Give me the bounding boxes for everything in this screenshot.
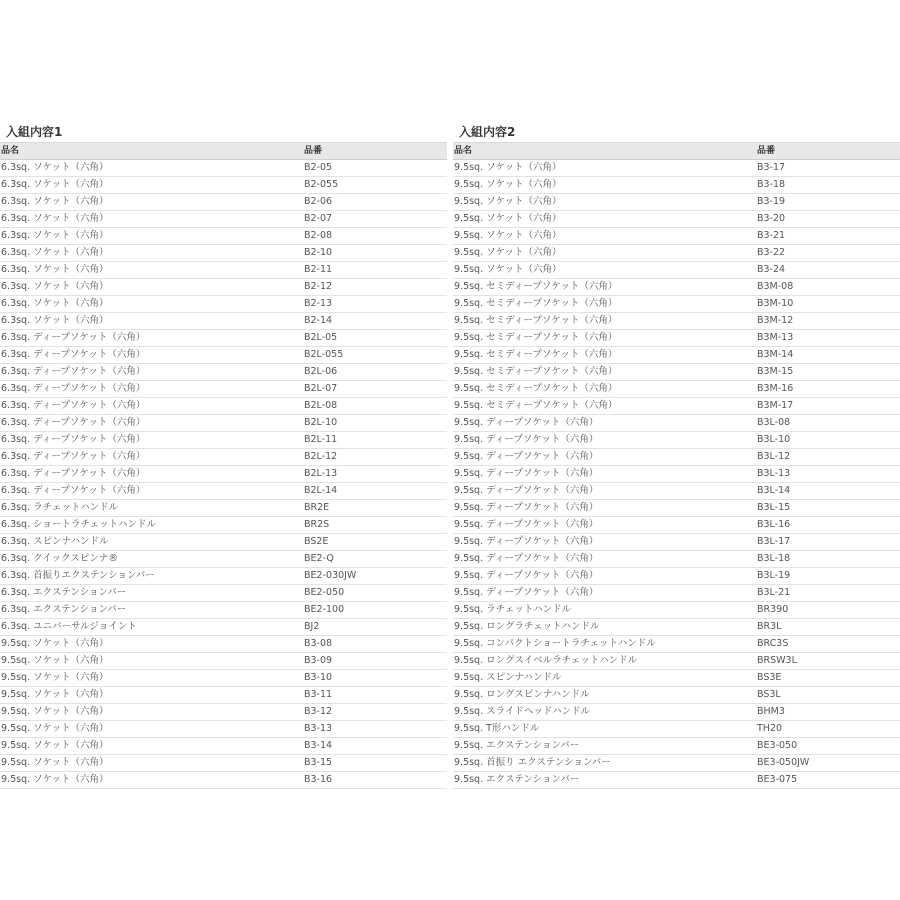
product-code-cell: B3-09 — [304, 655, 333, 666]
product-name-cell: 6.3sq. ソケット（六角） — [1, 281, 109, 292]
product-code-cell: B3-13 — [304, 723, 333, 734]
table-row — [0, 330, 447, 347]
table-row — [0, 517, 447, 534]
product-name-cell: 9.5sq. ソケット（六角） — [1, 638, 109, 649]
section-title: 入組内容1 — [6, 125, 63, 139]
product-name-cell: 9.5sq. スピンナハンドル — [454, 672, 562, 683]
product-name-cell: 6.3sq. ディープソケット（六角） — [1, 332, 146, 343]
table-row — [453, 347, 900, 364]
product-name-cell: 9.5sq. ディープソケット（六角） — [454, 417, 599, 428]
table-row — [0, 704, 447, 721]
table-header — [0, 143, 447, 160]
product-name-cell: 9.5sq. ディープソケット（六角） — [454, 553, 599, 564]
product-code-cell: B3M-13 — [757, 332, 794, 343]
table-row — [453, 772, 900, 789]
product-code-cell: B2L-13 — [304, 468, 338, 479]
product-code-cell: B3L-19 — [757, 570, 791, 581]
product-code-cell: BRC3S — [757, 638, 789, 649]
product-name-cell: 6.3sq. ソケット（六角） — [1, 230, 109, 241]
table-row — [453, 602, 900, 619]
product-name-cell: 6.3sq. ディープソケット（六角） — [1, 349, 146, 360]
product-code-cell: B3L-14 — [757, 485, 791, 496]
table-row — [0, 347, 447, 364]
product-code-cell: B3M-14 — [757, 349, 794, 360]
product-name-cell: 6.3sq. 首振りエクステンションバー — [1, 570, 155, 581]
table-row — [453, 211, 900, 228]
product-code-cell: B3-20 — [757, 213, 786, 224]
product-name-cell: 6.3sq. スピンナハンドル — [1, 536, 109, 547]
table-row — [453, 432, 900, 449]
product-code-cell: B3-11 — [304, 689, 333, 700]
product-code-cell: B2-07 — [304, 213, 333, 224]
table-row — [453, 449, 900, 466]
table-row — [0, 483, 447, 500]
product-code-cell: BR3L — [757, 621, 782, 632]
product-code-cell: B3-08 — [304, 638, 333, 649]
product-code-cell: TH20 — [757, 723, 783, 734]
product-code-cell: B3-10 — [304, 672, 333, 683]
table-row — [0, 772, 447, 789]
table-row — [453, 381, 900, 398]
product-name-cell: 6.3sq. ディープソケット（六角） — [1, 468, 146, 479]
table-row — [0, 381, 447, 398]
product-name-cell: 9.5sq. ロングラチェットハンドル — [454, 621, 600, 632]
product-code-cell: B3L-08 — [757, 417, 791, 428]
table-row — [453, 262, 900, 279]
product-code-cell: B3L-13 — [757, 468, 791, 479]
table-row — [0, 738, 447, 755]
table-row — [453, 415, 900, 432]
table-row — [0, 177, 447, 194]
product-name-cell: 9.5sq. ディープソケット（六角） — [454, 502, 599, 513]
product-code-cell: BE2-Q — [304, 553, 334, 564]
table-row — [453, 279, 900, 296]
product-code-cell: B2-055 — [304, 179, 339, 190]
table-row — [453, 245, 900, 262]
table-row — [0, 568, 447, 585]
product-name-cell: 6.3sq. エクステンションバー — [1, 604, 127, 615]
product-code-cell: B3-16 — [304, 774, 333, 785]
product-name-cell: 9.5sq. ソケット（六角） — [454, 179, 562, 190]
product-name-cell: 9.5sq. エクステンションバー — [454, 774, 580, 785]
product-name-cell: 9.5sq. ソケット（六角） — [1, 655, 109, 666]
table-row — [453, 160, 900, 177]
parts-table — [453, 142, 900, 789]
product-name-cell: 9.5sq. ソケット（六角） — [1, 723, 109, 734]
product-code-cell: B2L-05 — [304, 332, 338, 343]
table-row — [453, 398, 900, 415]
product-name-cell: 6.3sq. ソケット（六角） — [1, 315, 109, 326]
table-header — [453, 143, 900, 160]
table-row — [453, 755, 900, 772]
table-row — [453, 670, 900, 687]
table-body — [0, 160, 447, 789]
table-row — [453, 483, 900, 500]
product-name-cell: 9.5sq. T形ハンドル — [454, 723, 540, 734]
product-name-cell: 9.5sq. ソケット（六角） — [1, 672, 109, 683]
table-row — [0, 228, 447, 245]
table-row — [453, 194, 900, 211]
product-code-cell: B3M-10 — [757, 298, 794, 309]
contents-section-2 — [453, 122, 900, 789]
table-row — [0, 755, 447, 772]
product-name-cell: 6.3sq. ディープソケット（六角） — [1, 366, 146, 377]
product-name-cell: 9.5sq. ソケット（六角） — [454, 213, 562, 224]
product-name-cell: 9.5sq. ソケット（六角） — [454, 247, 562, 258]
parts-table — [0, 142, 447, 789]
product-code-cell: B3L-10 — [757, 434, 791, 445]
product-name-cell: 9.5sq. ソケット（六角） — [1, 706, 109, 717]
product-name-cell: 9.5sq. ディープソケット（六角） — [454, 485, 599, 496]
product-name-cell: 9.5sq. コンパクトショートラチェットハンドル — [454, 638, 656, 649]
table-row — [453, 364, 900, 381]
product-code-cell: B2-05 — [304, 162, 333, 173]
product-name-cell: 9.5sq. エクステンションバー — [454, 740, 580, 751]
header-product-code: 品番 — [757, 146, 776, 156]
product-name-cell: 6.3sq. ディープソケット（六角） — [1, 451, 146, 462]
product-name-cell: 6.3sq. ソケット（六角） — [1, 247, 109, 258]
product-name-cell: 6.3sq. ショートラチェットハンドル — [1, 519, 156, 530]
product-name-cell: 9.5sq. ラチェットハンドル — [454, 604, 572, 615]
product-name-cell: 9.5sq. セミディープソケット（六角） — [454, 349, 618, 360]
table-row — [453, 296, 900, 313]
product-code-cell: B3-14 — [304, 740, 333, 751]
product-name-cell: 6.3sq. クイックスピンナ® — [1, 553, 118, 564]
product-name-cell: 9.5sq. ソケット（六角） — [1, 774, 109, 785]
product-code-cell: B3-12 — [304, 706, 333, 717]
product-code-cell: BE2-100 — [304, 604, 345, 615]
table-row — [0, 534, 447, 551]
table-row — [453, 534, 900, 551]
product-code-cell: BE3-050 — [757, 740, 798, 751]
product-name-cell: 9.5sq. ソケット（六角） — [454, 230, 562, 241]
product-code-cell: B2L-055 — [304, 349, 344, 360]
product-code-cell: B2-10 — [304, 247, 333, 258]
product-name-cell: 9.5sq. ディープソケット（六角） — [454, 451, 599, 462]
table-row — [0, 466, 447, 483]
product-code-cell: B2L-11 — [304, 434, 338, 445]
product-code-cell: B2L-08 — [304, 400, 338, 411]
table-row — [453, 704, 900, 721]
table-row — [0, 602, 447, 619]
product-code-cell: B2-08 — [304, 230, 333, 241]
product-code-cell: B2-06 — [304, 196, 333, 207]
product-name-cell: 6.3sq. ディープソケット（六角） — [1, 383, 146, 394]
product-name-cell: 9.5sq. スライドヘッドハンドル — [454, 706, 591, 717]
product-name-cell: 6.3sq. ディープソケット（六角） — [1, 417, 146, 428]
product-code-cell: B3L-15 — [757, 502, 791, 513]
table-row — [0, 364, 447, 381]
product-name-cell: 6.3sq. ディープソケット（六角） — [1, 434, 146, 445]
product-code-cell: B3-24 — [757, 264, 786, 275]
table-row — [453, 313, 900, 330]
product-name-cell: 9.5sq. ロングスイベルラチェットハンドル — [454, 655, 638, 666]
product-code-cell: B3-19 — [757, 196, 786, 207]
product-code-cell: B3M-17 — [757, 400, 794, 411]
product-code-cell: B2-13 — [304, 298, 333, 309]
table-row — [0, 687, 447, 704]
table-row — [453, 517, 900, 534]
product-code-cell: B3M-12 — [757, 315, 794, 326]
product-code-cell: B3L-16 — [757, 519, 791, 530]
table-row — [453, 738, 900, 755]
section-title: 入組内容2 — [459, 125, 516, 139]
product-code-cell: B2-11 — [304, 264, 333, 275]
table-row — [453, 619, 900, 636]
product-code-cell: BS3L — [757, 689, 781, 700]
table-row — [453, 551, 900, 568]
product-name-cell: 9.5sq. ディープソケット（六角） — [454, 536, 599, 547]
table-row — [0, 194, 447, 211]
product-code-cell: BE2-030JW — [304, 570, 357, 581]
table-body — [453, 160, 900, 789]
table-row — [453, 500, 900, 517]
product-name-cell: 6.3sq. ソケット（六角） — [1, 162, 109, 173]
product-name-cell: 9.5sq. ディープソケット（六角） — [454, 468, 599, 479]
product-name-cell: 9.5sq. ソケット（六角） — [1, 740, 109, 751]
product-name-cell: 9.5sq. ソケット（六角） — [1, 689, 109, 700]
product-name-cell: 9.5sq. ディープソケット（六角） — [454, 570, 599, 581]
product-name-cell: 6.3sq. ソケット（六角） — [1, 196, 109, 207]
table-row — [0, 398, 447, 415]
table-row — [453, 466, 900, 483]
product-code-cell: B2-12 — [304, 281, 333, 292]
table-row — [0, 500, 447, 517]
product-code-cell: BS2E — [304, 536, 329, 547]
product-name-cell: 9.5sq. セミディープソケット（六角） — [454, 400, 618, 411]
product-name-cell: 9.5sq. セミディープソケット（六角） — [454, 332, 618, 343]
product-name-cell: 6.3sq. ユニバーサルジョイント — [1, 621, 137, 632]
product-code-cell: BHM3 — [757, 706, 785, 717]
table-row — [453, 636, 900, 653]
table-row — [0, 415, 447, 432]
product-name-cell: 9.5sq. セミディープソケット（六角） — [454, 315, 618, 326]
product-name-cell: 6.3sq. ソケット（六角） — [1, 298, 109, 309]
table-row — [0, 279, 447, 296]
table-row — [453, 585, 900, 602]
table-row — [0, 245, 447, 262]
product-code-cell: BJ2 — [304, 621, 320, 632]
product-code-cell: B3L-18 — [757, 553, 791, 564]
table-row — [0, 211, 447, 228]
table-row — [0, 670, 447, 687]
table-row — [0, 551, 447, 568]
product-name-cell: 6.3sq. ディープソケット（六角） — [1, 485, 146, 496]
table-row — [0, 449, 447, 466]
product-name-cell: 6.3sq. ディープソケット（六角） — [1, 400, 146, 411]
table-row — [453, 653, 900, 670]
product-code-cell: B3-18 — [757, 179, 786, 190]
product-name-cell: 9.5sq. セミディープソケット（六角） — [454, 366, 618, 377]
product-code-cell: B2L-12 — [304, 451, 338, 462]
table-row — [453, 568, 900, 585]
product-code-cell: B3-21 — [757, 230, 786, 241]
product-name-cell: 6.3sq. ソケット（六角） — [1, 213, 109, 224]
product-name-cell: 9.5sq. ディープソケット（六角） — [454, 519, 599, 530]
product-name-cell: 9.5sq. ロングスピンナハンドル — [454, 689, 590, 700]
table-row — [0, 619, 447, 636]
product-code-cell: B3M-08 — [757, 281, 794, 292]
table-row — [0, 296, 447, 313]
product-code-cell: B2-14 — [304, 315, 333, 326]
product-code-cell: B3L-12 — [757, 451, 791, 462]
table-row — [0, 653, 447, 670]
product-name-cell: 9.5sq. ソケット（六角） — [1, 757, 109, 768]
table-row — [0, 432, 447, 449]
product-name-cell: 6.3sq. ソケット（六角） — [1, 264, 109, 275]
product-code-cell: BR2S — [304, 519, 330, 530]
header-product-name: 品名 — [1, 146, 20, 156]
product-code-cell: BE2-050 — [304, 587, 345, 598]
table-row — [453, 330, 900, 347]
product-name-cell: 6.3sq. エクステンションバー — [1, 587, 127, 598]
product-code-cell: B3M-15 — [757, 366, 794, 377]
table-row — [453, 687, 900, 704]
product-code-cell: BR2E — [304, 502, 330, 513]
product-code-cell: B2L-06 — [304, 366, 338, 377]
product-name-cell: 9.5sq. セミディープソケット（六角） — [454, 298, 618, 309]
product-code-cell: B2L-07 — [304, 383, 338, 394]
product-name-cell: 9.5sq. ソケット（六角） — [454, 264, 562, 275]
product-code-cell: BE3-050JW — [757, 757, 810, 768]
product-code-cell: B3L-21 — [757, 587, 791, 598]
header-product-code: 品番 — [304, 146, 323, 156]
product-name-cell: 9.5sq. ソケット（六角） — [454, 196, 562, 207]
product-code-cell: B3L-17 — [757, 536, 791, 547]
product-code-cell: B3-22 — [757, 247, 786, 258]
table-row — [453, 721, 900, 738]
product-name-cell: 9.5sq. セミディープソケット（六角） — [454, 383, 618, 394]
product-name-cell: 6.3sq. ソケット（六角） — [1, 179, 109, 190]
product-code-cell: B3M-16 — [757, 383, 794, 394]
product-name-cell: 9.5sq. 首振り エクステンションバー — [454, 757, 611, 768]
table-row — [0, 585, 447, 602]
product-name-cell: 9.5sq. セミディープソケット（六角） — [454, 281, 618, 292]
product-name-cell: 9.5sq. ソケット（六角） — [454, 162, 562, 173]
table-row — [0, 721, 447, 738]
product-code-cell: B2L-10 — [304, 417, 338, 428]
product-name-cell: 6.3sq. ラチェットハンドル — [1, 502, 119, 513]
product-name-cell: 9.5sq. ディープソケット（六角） — [454, 434, 599, 445]
product-code-cell: BRSW3L — [757, 655, 797, 666]
table-row — [0, 262, 447, 279]
table-row — [453, 177, 900, 194]
product-code-cell: BE3-075 — [757, 774, 798, 785]
product-code-cell: B3-17 — [757, 162, 786, 173]
table-row — [453, 228, 900, 245]
table-row — [0, 160, 447, 177]
header-product-name: 品名 — [454, 146, 473, 156]
table-row — [0, 313, 447, 330]
product-code-cell: B3-15 — [304, 757, 333, 768]
table-row — [0, 636, 447, 653]
product-code-cell: BS3E — [757, 672, 782, 683]
product-name-cell: 9.5sq. ディープソケット（六角） — [454, 587, 599, 598]
product-code-cell: BR390 — [757, 604, 789, 615]
product-code-cell: B2L-14 — [304, 485, 338, 496]
contents-section-1 — [0, 122, 447, 789]
